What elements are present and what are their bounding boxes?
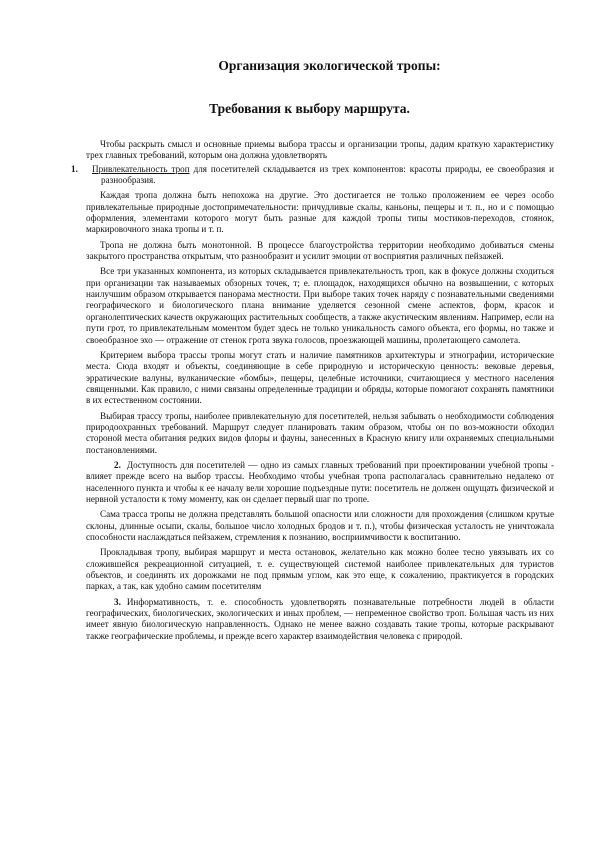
list-item-attractiveness: 1. Привлекательность троп для посетителей складывается из трех компонентов: красоты природы, ее своеобразия и разнообразия.	[71, 163, 554, 186]
page-subtitle: Требования к выбору маршрута.	[209, 101, 410, 116]
page-title: Организация экологической тропы:	[218, 58, 441, 73]
list-number: 3.	[114, 596, 121, 607]
attractiveness-term: Привлекательность троп	[92, 163, 190, 174]
list-item-informativeness	[86, 597, 554, 642]
document-body	[71, 139, 554, 646]
list-item-accessibility	[86, 460, 554, 505]
informativeness-text: Информативность, т. е. способность удовлетворять познавательные потребности людей в области географических, биологических, экологических и иных проблем, — непременное свойство троп. Большая часть из них имеет явную биологическую направленность. Однако не менее важно создавать такие тропы, которые раскрывают также географические проблемы, и прежде всего характер взаимодействия человека с природой.	[86, 596, 554, 641]
paragraph-uniqueness: Каждая тропа должна быть непохожа на другие. Это достигается не только проложением ее через особо привлекательные природные достопримечательности: причудливые скалы, каньоны, пещеры и т. п., но и с помощью оформления, элементами которого могут быть разные для каждой тропы типы мостиков-переходов, стоянок, маркировочного знака тропы и т. п.	[86, 190, 554, 235]
intro-paragraph: Чтобы раскрыть смысл и основные приемы выбора трассы и организации тропы, дадим краткую характеристику трех главных требований, которым она должна удовлетворять	[86, 139, 554, 161]
accessibility-text: Доступность для посетителей — одно из самых главных требований при проектировании учебной тропы - влияет прежде всего на выбор трассы. Необходимо чтобы учебная тропа располагалась сравнительно недалеко от населенного пункта и чтобы к ее началу вели хорошие подъездные пути: посетитель не должен ощущать физической и нервной усталости к тому моменту, как он сделает первый шаг по тропе.	[86, 459, 554, 504]
paragraph-route-safety: Сама трасса тропы не должна представлять большой опасности или сложности для прохождения (слишком крутые склоны, длинные осыпи, скалы, большое число холодных бродов и т. п.), чтобы физическая усталость не уничтожала способности наслаждаться пейзажем, стремления к познанию, восприимчивости к воспитанию.	[86, 509, 554, 542]
list-number: 2.	[114, 459, 121, 470]
paragraph-viewpoints: Все три указанных компонента, из которых складывается привлекательность троп, как в фокусе должны сходиться при организации так называемых обзорных точек, т; е. площадок, находящихся обычно на возвышении, с которых наилучшим образом открывается панорама местности. При выборе таких точек наряду с познавательными сведениями географического и биологического плана внимание уделяется сезонной смене аспектов, форм, красок и органолептических качеств окружающих растительных сообществ, а также акустическим явлениям. Например, если на пути грот, то привлекательным моментом будет здесь не только уникальность самого объекта, его формы, но также и своеобразное эхо — отражение от стенок грота звука голосов, проезжающей машины, пролетающего самолета.	[86, 266, 554, 345]
paragraph-criterion: Критерием выбора трассы тропы могут стать и наличие памятников архитектуры и этнографии, исторические места. Сюда входят и объекты, соединяющие в себе природную и историческую ценность: вековые деревья, эрратические валуны, вулканические «бомбы», пещеры, целебные источники, считающиеся у местного населения священными. Как правило, с ними связаны определенные традиции и обряды, которые помогают сохранять памятники в их естественном состоянии.	[86, 349, 554, 406]
attractiveness-text: для посетителей складывается из трех компонентов: красоты природы, ее своеобразия и разнообразия.	[101, 163, 554, 186]
paragraph-monotony: Тропа не должна быть монотонной. В процессе благоустройства территории необходимо добиваться смены закрытого пространства открытым, что разнообразит и усилит эмоции от восприятия различных пейзажей.	[86, 239, 554, 262]
paragraph-route-laying: Прокладывая тропу, выбирая маршрут и места остановок, желательно как можно более тесно увязывать их со сложившейся рекреационной ситуацией, т. е. существующей системой наиболее привлекательных для туристов объектов, и соединять их дорожками не под прямым углом, как это еще, к сожалению, практикуется в городских парках, а так, как удобно самим посетителям	[86, 547, 554, 592]
paragraph-conservation: Выбирая трассу тропы, наиболее привлекательную для посетителей, нельзя забывать о необходимости соблюдения природоохранных требований. Маршрут следует планировать таким образом, чтобы он по воз-можности обходил стороной места обитания редких видов флоры и фауны, занесенных в Красную книгу или охраняемых специальными постановлениями.	[86, 410, 554, 455]
